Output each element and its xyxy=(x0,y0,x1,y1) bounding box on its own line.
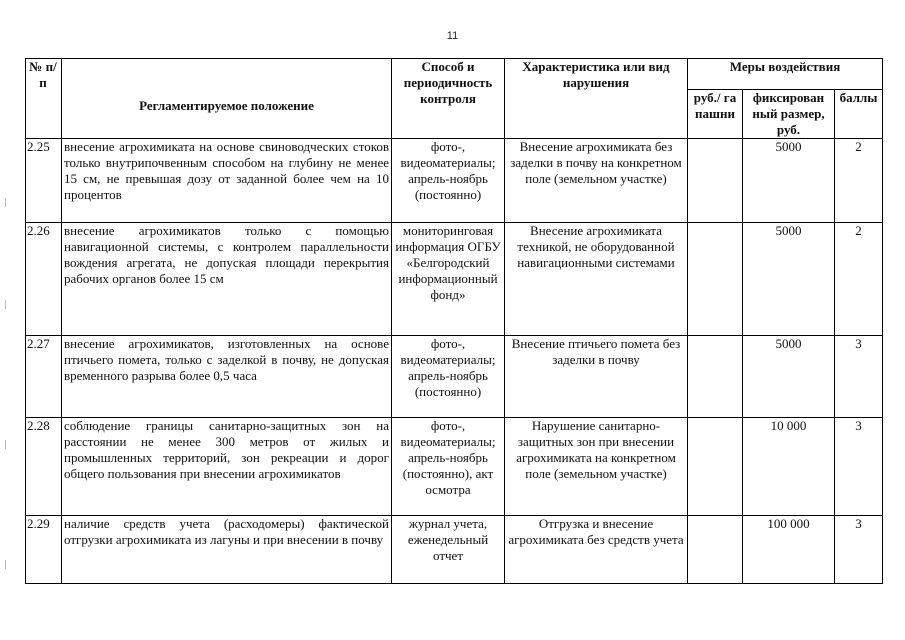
row-points: 2 xyxy=(835,223,883,336)
row-points: 3 xyxy=(835,418,883,516)
row-rub-per-ha xyxy=(688,418,743,516)
header-row xyxy=(26,59,883,90)
row-points: 3 xyxy=(835,336,883,418)
row-num: 2.28 xyxy=(26,418,62,516)
row-violation: Внесение агрохимиката техникой, не оборудованной навигационными системами xyxy=(505,223,688,336)
row-points: 3 xyxy=(835,516,883,584)
row-fixed: 5000 xyxy=(743,139,835,223)
row-control: журнал учета, еженедельный отчет xyxy=(392,516,505,584)
row-fixed: 100 000 xyxy=(743,516,835,584)
header-position: Регламентируемое положение xyxy=(62,59,392,139)
margin-mark xyxy=(5,198,6,207)
row-num: 2.25 xyxy=(26,139,62,223)
row-control: фото-, видеоматериалы; апрель-ноябрь (постоянно) xyxy=(392,336,505,418)
header-control: Способ и периодичность контроля xyxy=(392,59,505,139)
header-violation: Характеристика или вид нарушения xyxy=(505,59,688,139)
table-row xyxy=(26,516,883,584)
table-row xyxy=(26,223,883,336)
row-rub-per-ha xyxy=(688,139,743,223)
row-position: внесение агрохимикатов, изготовленных на основе птичьего помета, только с заделкой в почву, не допуская временного разрыва более 0,5 часа xyxy=(62,336,392,418)
row-control: мониторинговая информация ОГБУ «Белгородский информационный фонд» xyxy=(392,223,505,336)
header-rub-per-ha: руб./ га пашни xyxy=(688,90,743,139)
header-points: баллы xyxy=(835,90,883,139)
table-row xyxy=(26,336,883,418)
row-num: 2.27 xyxy=(26,336,62,418)
table-row xyxy=(26,418,883,516)
row-num: 2.29 xyxy=(26,516,62,584)
row-position: внесение агрохимикатов только с помощью навигационной системы, с контролем параллельности вождения агрегата, не допуская площади перекрытия рабочих органов более 15 см xyxy=(62,223,392,336)
regulation-table xyxy=(25,58,883,584)
margin-mark xyxy=(5,300,6,309)
row-fixed: 5000 xyxy=(743,336,835,418)
row-rub-per-ha xyxy=(688,336,743,418)
row-position: внесение агрохимиката на основе свиноводческих стоков только внутрипочвенным способом на глубину не менее 15 см, не превышая дозу от заданной более чем на 10 процентов xyxy=(62,139,392,223)
row-fixed: 10 000 xyxy=(743,418,835,516)
row-rub-per-ha xyxy=(688,516,743,584)
row-fixed: 5000 xyxy=(743,223,835,336)
header-measures: Меры воздействия xyxy=(688,59,883,90)
page-number: 11 xyxy=(446,30,459,42)
table-row xyxy=(26,139,883,223)
row-violation: Внесение агрохимиката без заделки в почву на конкретном поле (земельном участке) xyxy=(505,139,688,223)
row-position: соблюдение границы санитарно-защитных зон на расстоянии не менее 300 метров от жилых и промышленных территорий, зон рекреации и дорог общего пользования при внесении агрохимикатов xyxy=(62,418,392,516)
row-control: фото-, видеоматериалы; апрель-ноябрь (постоянно), акт осмотра xyxy=(392,418,505,516)
row-num: 2.26 xyxy=(26,223,62,336)
row-control: фото-, видеоматериалы; апрель-ноябрь (постоянно) xyxy=(392,139,505,223)
row-violation: Отгрузка и внесение агрохимиката без средств учета xyxy=(505,516,688,584)
margin-mark xyxy=(5,560,6,569)
row-position: наличие средств учета (расходомеры) фактической отгрузки агрохимиката из лагуны и при внесении в почву xyxy=(62,516,392,584)
header-num: № п/п xyxy=(26,59,62,139)
row-violation: Нарушение санитарно-защитных зон при внесении агрохимиката на конкретном поле (земельном участке) xyxy=(505,418,688,516)
row-violation: Внесение птичьего помета без заделки в почву xyxy=(505,336,688,418)
header-fixed: фиксирован ный размер, руб. xyxy=(743,90,835,139)
margin-mark xyxy=(5,440,6,449)
row-rub-per-ha xyxy=(688,223,743,336)
row-points: 2 xyxy=(835,139,883,223)
